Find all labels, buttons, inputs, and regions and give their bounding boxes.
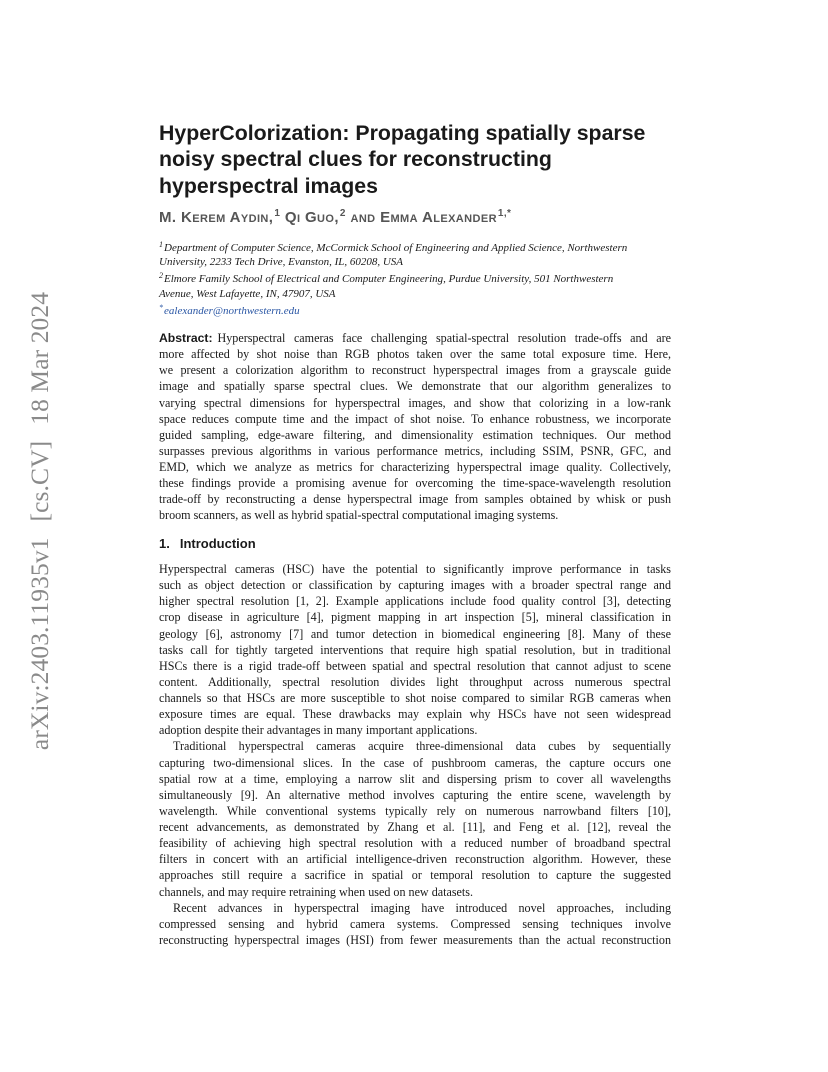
abstract-line: space reduces compute time and the impact of shot noise. To enhance robustness, we incorporate (159, 411, 671, 426)
paragraph-line: channels so that HSCs are more susceptible to shot noise compared to similar RGB cameras when (159, 691, 671, 705)
abstract-text: Hyperspectral cameras face challenging spatial-spectral resolution trade-offs and are (217, 331, 671, 345)
paragraph-line: crop disease in agriculture [4], pigment mapping in art inspection [5], mineral classification in (159, 610, 671, 625)
arxiv-category: [cs.CV] (25, 440, 54, 521)
paragraph-line: Hyperspectral cameras (HSC) have the potential to significantly improve performance in tasks (159, 562, 671, 576)
abstract-label: Abstract: (159, 331, 213, 345)
author-affiliation-mark: 2 (339, 208, 346, 219)
author-conjunction: and (350, 209, 376, 226)
paragraph-line: tasks call for tightly targeted interventions that require high spatial resolution, but in traditional (159, 642, 671, 657)
corresponding-email-link[interactable]: ealexander@northwestern.edu (164, 304, 300, 317)
paragraph-line: recent advancements, as demonstrated by Zhang et al. [11], and Feng et al. [12], reveal the (159, 820, 671, 834)
email-line (159, 301, 671, 318)
paragraph-line: content. Additionally, spectral resolution divides light throughput across numerous spectral (159, 674, 671, 689)
affiliation-line (159, 269, 671, 286)
paragraph-line: geology [6], astronomy [7] and tumor detection in biomedical engineering [8]. Many of these (159, 626, 671, 641)
paragraph-line: compressed sensing and hybrid camera systems. Compressed sensing techniques involve (159, 916, 671, 931)
paragraph-line: Recent advances in hyperspectral imaging have introduced novel approaches, including (173, 900, 671, 915)
abstract-line (159, 330, 671, 346)
introduction-text (159, 561, 671, 948)
abstract-line: trade-off by reconstructing a dense hyperspectral image from samples obtained by whisk or push (159, 492, 671, 507)
arxiv-id[interactable]: arXiv:2403.11935v1 (25, 536, 54, 750)
author-name: M. Kerem Aydin, (159, 209, 274, 226)
affiliation-mark: 2 (159, 271, 163, 281)
abstract-line: varying spectral dimensions for hyperspectral images, and show that colorizing in a low-rank (159, 395, 671, 410)
arxiv-date: 18 Mar 2024 (25, 291, 54, 425)
author-name: Qi Guo, (284, 209, 339, 226)
corresponding-mark: * (159, 302, 163, 312)
abstract-line: EMD, which we analyze as metrics for characterizing hyperspectral image quality. Collectively, (159, 460, 671, 474)
affiliations (159, 238, 671, 318)
paragraph-line: Traditional hyperspectral cameras acquire three-dimensional data cubes by sequentially (173, 739, 671, 754)
author-affiliation-mark: 1 (274, 208, 281, 219)
section-heading-introduction (159, 536, 256, 551)
paragraph-line: wavelength. While conventional systems typically rely on numerous narrowband filters [10], (159, 803, 671, 818)
arxiv-stamp-text (25, 291, 55, 749)
author-list (159, 208, 511, 226)
title-line: noisy spectral clues for reconstructing (159, 147, 552, 172)
paragraph-line: simultaneously [9]. An alternative method involves capturing the entire scene, wavelength by (159, 787, 671, 802)
paragraph-line: exposure times are equal. These drawbacks may explain why HSCs have not seen widespread (159, 707, 671, 722)
title-line: HyperColorization: Propagating spatially sparse (159, 121, 646, 145)
title-line: hyperspectral images (159, 173, 378, 198)
affiliation-line: University, 2233 Tech Drive, Evanston, IL, 60208, USA (159, 256, 404, 269)
abstract (159, 330, 671, 524)
paragraph-line: HSCs there is a rigid trade-off between spatial and spectral resolution that cannot adjust to scene (159, 658, 671, 673)
paragraph-line: capturing two-dimensional slices. In the case of pushbroom cameras, the capture occurs one (159, 755, 671, 770)
affiliation-text: Elmore Family School of Electrical and Computer Engineering, Purdue University, 501 Northwestern (164, 273, 614, 286)
abstract-line: image and spatially sparse spectral clues. We demonstrate that our algorithm generalizes to (159, 379, 671, 394)
author-name: Emma Alexander (380, 209, 497, 226)
affiliation-text: Department of Computer Science, McCormick School of Engineering and Applied Science, Northwestern (164, 242, 628, 254)
paper-title (159, 120, 679, 199)
abstract-line: we present a colorization algorithm to reconstruct hyperspectral images from a grayscale guide (159, 363, 671, 378)
paragraph-line: higher spectral resolution [1, 2]. Example applications include food quality control [3], detecting (159, 594, 671, 609)
paragraph-line: reconstructing hyperspectral images (HSI) from fewer measurements than the actual reconstruction (159, 932, 671, 947)
paragraph-line: channels, and may require retraining when used on new datasets. (159, 884, 473, 899)
paragraph-line: filters in concert with an artificial intelligence-driven reconstruction algorithm. However, these (159, 852, 671, 867)
paragraph-line: approaches still require a sacrifice in spatial or temporal resolution to capture the suggested (159, 868, 671, 883)
affiliation-line (159, 238, 671, 255)
abstract-line: broom scanners, as well as hybrid spatial-spectral computational imaging systems. (159, 508, 559, 523)
abstract-line: more affected by shot noise than RGB photos taken over the same total exposure time. Here, (159, 347, 671, 362)
abstract-line: surpasses previous algorithms in various performance metrics, including SSIM, PSNR, GFC, and (159, 443, 671, 458)
affiliation-mark: 1 (159, 240, 163, 249)
paragraph-line: spatial row at a time, employing a narrow slit and dispersing prism to cover all wavelengths (159, 771, 671, 786)
section-number: 1. (159, 536, 170, 551)
section-title: Introduction (179, 536, 256, 551)
arxiv-sidebar-stamp (22, 283, 58, 758)
paragraph-line: such as object detection or classification by capturing images with a broader spectral range and (159, 578, 671, 593)
affiliation-line: Avenue, West Lafayette, IN, 47907, USA (159, 287, 336, 300)
paragraph-line: adoption despite their advantages in many important applications. (159, 723, 478, 738)
author-affiliation-mark: 1,* (497, 208, 512, 219)
abstract-line: guided sampling, edge-aware filtering, and dimensionality estimation techniques. Our method (159, 427, 671, 442)
paragraph-line: feasibility of achieving high spectral resolution with a reduced number of broadband spectral (159, 836, 671, 851)
abstract-line: these findings provide a promising avenue for overcoming the time-space-wavelength resolution (159, 476, 671, 491)
